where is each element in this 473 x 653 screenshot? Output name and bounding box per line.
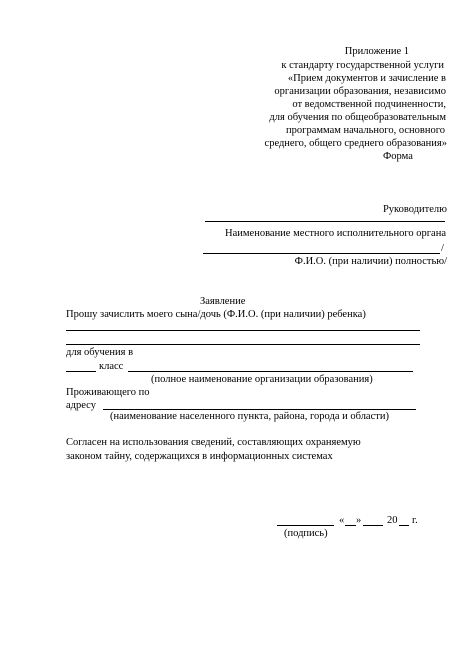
header-line: среднего, общего среднего образования» <box>264 138 447 149</box>
header-line: к стандарту государственной услуги <box>281 60 444 71</box>
day-underline <box>345 525 356 526</box>
child-name-line-2 <box>66 344 420 345</box>
form-label: Форма <box>383 151 413 162</box>
org-caption: Наименование местного исполнительного органа <box>225 228 446 239</box>
residing-text: Проживающего по <box>66 387 150 398</box>
child-name-line <box>66 330 420 331</box>
header-line: программам начального, основного <box>286 125 445 136</box>
address-word: адресу <box>66 400 96 411</box>
organization-hint: (полное наименование организации образования) <box>151 374 373 385</box>
for-study-text: для обучения в <box>66 347 134 358</box>
year-underline <box>399 525 409 526</box>
request-text: Прошу зачислить моего сына/дочь (Ф.И.О. (при наличии) ребенка) <box>66 309 366 320</box>
addressee-to: Руководителю <box>382 204 447 215</box>
name-underline <box>203 253 440 254</box>
header-line: для обучения по общеобразовательным <box>269 112 446 123</box>
name-caption: Ф.И.О. (при наличии) полностью/ <box>294 256 447 267</box>
signature-underline <box>277 525 334 526</box>
organization-underline <box>128 371 413 372</box>
header-line: «Прием документов и зачисление в <box>287 73 446 84</box>
grade-underline <box>66 371 96 372</box>
address-underline <box>103 409 416 410</box>
date-open-quote: « <box>339 515 345 526</box>
header-line: от ведомственной подчиненности, <box>292 99 446 110</box>
date-close-quote: » <box>356 515 362 526</box>
consent-line-1: Согласен на использования сведений, составляющих охраняемую <box>66 437 361 448</box>
slash: / <box>441 243 444 254</box>
consent-line-2: законом тайну, содержащихся в информационных системах <box>66 451 333 462</box>
year-suffix: г. <box>412 515 418 526</box>
month-underline <box>363 525 383 526</box>
year-prefix: 20 <box>387 515 398 526</box>
class-word: класс <box>99 361 124 372</box>
address-hint: (наименование населенного пункта, района, города и области) <box>110 411 389 422</box>
org-underline <box>205 221 445 222</box>
document-title: Заявление <box>200 296 246 307</box>
header-line: организации образования, независимо <box>274 86 446 97</box>
header-line: Приложение 1 <box>344 46 409 57</box>
signature-caption: (подпись) <box>284 528 328 539</box>
